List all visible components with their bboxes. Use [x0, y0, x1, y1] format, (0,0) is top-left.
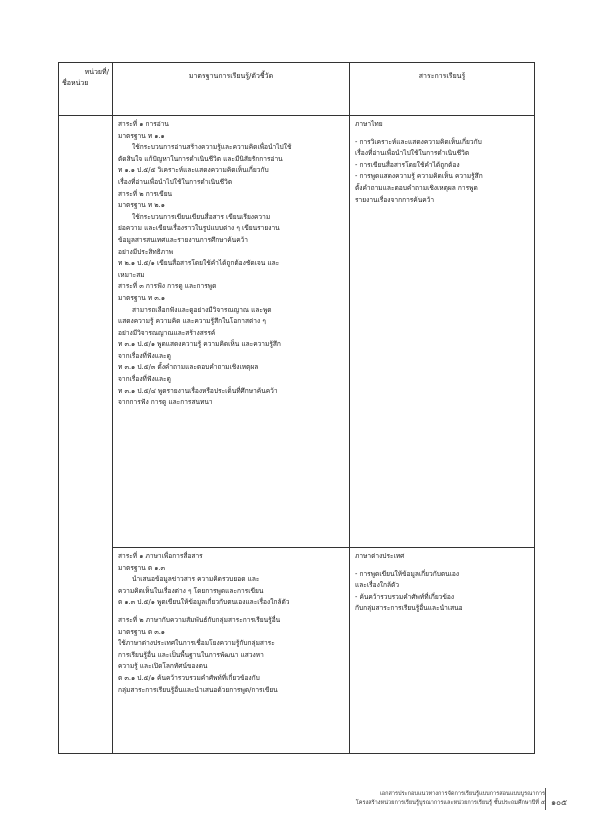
table-row [59, 116, 535, 548]
footer-line1: เอกสารประกอบแนวทางการจัดการเรียนรู้แบบการสอนแบบบูรณาการ [379, 791, 545, 797]
text-line: และเรื่องใกล้ตัว [355, 581, 400, 590]
content-cell [350, 116, 535, 548]
text-line: กลุ่มสาระการเรียนรู้อื่นและนำเสนอด้วยการพูด/การเขียน [118, 685, 278, 694]
text-line: ต ๓.๑ ป.๕/๑ ค้นคว้ารวบรวมคำศัพท์ที่เกี่ยวข้องกับ [118, 673, 260, 682]
text-line: อย่างมีประสิทธิภาพ [118, 247, 174, 256]
text-line: มาตรฐาน ท ๒.๑ [118, 201, 165, 210]
text-line: กับกลุ่มสาระการเรียนรู้อื่นและนำเสนอ [355, 604, 463, 613]
text-line: ตัดสินใจ แก้ปัญหาในการดำเนินชีวิต และมีนิสัยรักการอ่าน [118, 154, 283, 163]
text-line: - ค้นคว้ารวบรวมคำศัพท์ที่เกี่ยวข้อง [355, 592, 455, 601]
page-footer [356, 790, 545, 808]
text-line: นำเสนอข้อมูลข่าวสาร ความคิดรวบยอด และ [132, 575, 260, 584]
text-line: ต ๑.๓ ป.๕/๑ พูดเขียนให้ข้อมูลเกี่ยวกับตนเองและเรื่องใกล้ตัว [118, 598, 290, 607]
text-line: ใช้กระบวนการเขียนเขียนสื่อสาร เขียนเรียงความ [132, 212, 271, 221]
text-line: สาระที่ ๒ การเขียน [118, 189, 173, 198]
standards-cell [113, 116, 350, 548]
text-line: ใช้กระบวนการอ่านสร้างความรู้และความคิดเพื่อนำไปใช้ [132, 143, 292, 152]
content-cell [350, 548, 535, 754]
text-line: ภาษาต่างประเทศ [355, 552, 405, 560]
text-line: ข้อมูลสารสนเทศและรายงานการศึกษาค้นคว้า [118, 235, 249, 244]
header-standards: มาตรฐานการเรียนรู้/ตัวชี้วัด [113, 63, 350, 116]
footer-divider [545, 788, 546, 810]
text-line: - การเขียนสื่อสารโดยใช้คำได้ถูกต้อง [355, 160, 460, 169]
text-line: สาระที่ ๑ การอ่าน [118, 120, 169, 128]
text-line: มาตรฐาน ท ๓.๑ [118, 293, 166, 302]
standards-cell [113, 548, 350, 754]
footer-line2: โครงสร้างหน่วยการเรียนรู้บูรณาการและหน่วยการเรียนรู้ ชั้นประถมศึกษาปีที่ ๕ [355, 800, 545, 806]
text-line: รายงานเรื่องจากการค้นคว้า [355, 195, 435, 204]
text-line: จากการฟัง การดู และการสนทนา [118, 398, 213, 407]
text-line: ท ๓.๑ ป.๕/๓ ตั้งคำถามและตอบคำถามเชิงเหตุผล [118, 363, 259, 372]
text-line: ท ๓.๑ ป.๕/๔ พูดรายงานเรื่องหรือประเด็นที่ศึกษาค้นคว้า [118, 386, 278, 395]
text-line: ภาษาไทย [355, 120, 383, 128]
text-line: ตั้งคำถามและตอบคำถามเชิงเหตุผล การพูด [355, 183, 478, 192]
text-line: เหมาะสม [118, 270, 145, 279]
text-line: สามารถเลือกฟังและดูอย่างมีวิจารณญาณ และพูด [132, 305, 272, 314]
text-line: อย่างมีวิจารณญาณและสร้างสรรค์ [118, 328, 216, 337]
text-line: การเรียนรู้อื่น และเป็นพื้นฐานในการพัฒนา แสวงหา [118, 650, 264, 659]
header-unit-line2: ชื่อหน่วย [62, 79, 89, 87]
text-line: จากเรื่องที่ฟังและดู [118, 351, 171, 360]
unit-cell [59, 116, 113, 754]
text-line: ความรู้ และเปิดโลกทัศน์ของตน [118, 662, 208, 671]
header-unit-line1: หน่วยที่/ [84, 68, 109, 76]
page-number: ๑๐๕ [551, 798, 568, 807]
header-unit [59, 63, 113, 116]
table-header-row [59, 63, 535, 116]
text-line: - การพูดแสดงความรู้ ความคิดเห็น ความรู้สึก [355, 172, 483, 181]
text-line: - การพูดเขียนให้ข้อมูลเกี่ยวกับตนเอง [355, 569, 460, 578]
text-line: ความคิดเห็นในเรื่องต่าง ๆ โดยการพูดและการเขียน [118, 586, 264, 595]
curriculum-table [58, 62, 535, 754]
text-line: จากเรื่องที่ฟังและดู [118, 375, 171, 384]
table-row [59, 548, 535, 754]
text-line: ท ๒.๑ ป.๕/๑ เขียนสื่อสารโดยใช้คำได้ถูกต้องชัดเจน และ [118, 259, 280, 268]
text-line: ท ๓.๑ ป.๕/๑ พูดแสดงความรู้ ความคิดเห็น และความรู้สึก [118, 340, 281, 349]
text-line: - การวิเคราะห์และแสดงความคิดเห็นเกี่ยวกับ [355, 137, 482, 146]
text-line: มาตรฐาน ต ๑.๓ [118, 563, 165, 572]
text-line: แสดงความรู้ ความคิด และความรู้สึกในโอกาสต่าง ๆ [118, 317, 266, 326]
text-line: ใช้ภาษาต่างประเทศในการเชื่อมโยงความรู้กับกลุ่มสาระ [118, 639, 275, 648]
text-line: สาระที่ ๒ ภาษากับความสัมพันธ์กับกลุ่มสาระการเรียนรู้อื่น [118, 615, 281, 624]
text-line: เรื่องที่อ่านเพื่อนำไปใช้ในการดำเนินชีวิต [118, 177, 233, 186]
text-line: สาระที่ ๓ การฟัง การดู และการพูด [118, 282, 217, 291]
text-line: ย่อความ และเขียนเรื่องราวในรูปแบบต่าง ๆ เขียนรายงาน [118, 224, 280, 233]
text-line: มาตรฐาน ท ๑.๑ [118, 131, 165, 140]
text-line: เรื่องที่อ่านเพื่อนำไปใช้ในการดำเนินชีวิต [355, 149, 470, 158]
text-line: ท ๑.๑ ป.๕/๕ วิเคราะห์และแสดงความคิดเห็นเกี่ยวกับ [118, 166, 269, 175]
header-content: สาระการเรียนรู้ [350, 63, 535, 116]
text-line: สาระที่ ๑ ภาษาเพื่อการสื่อสาร [118, 552, 203, 560]
text-line: มาตรฐาน ต ๓.๑ [118, 627, 165, 636]
